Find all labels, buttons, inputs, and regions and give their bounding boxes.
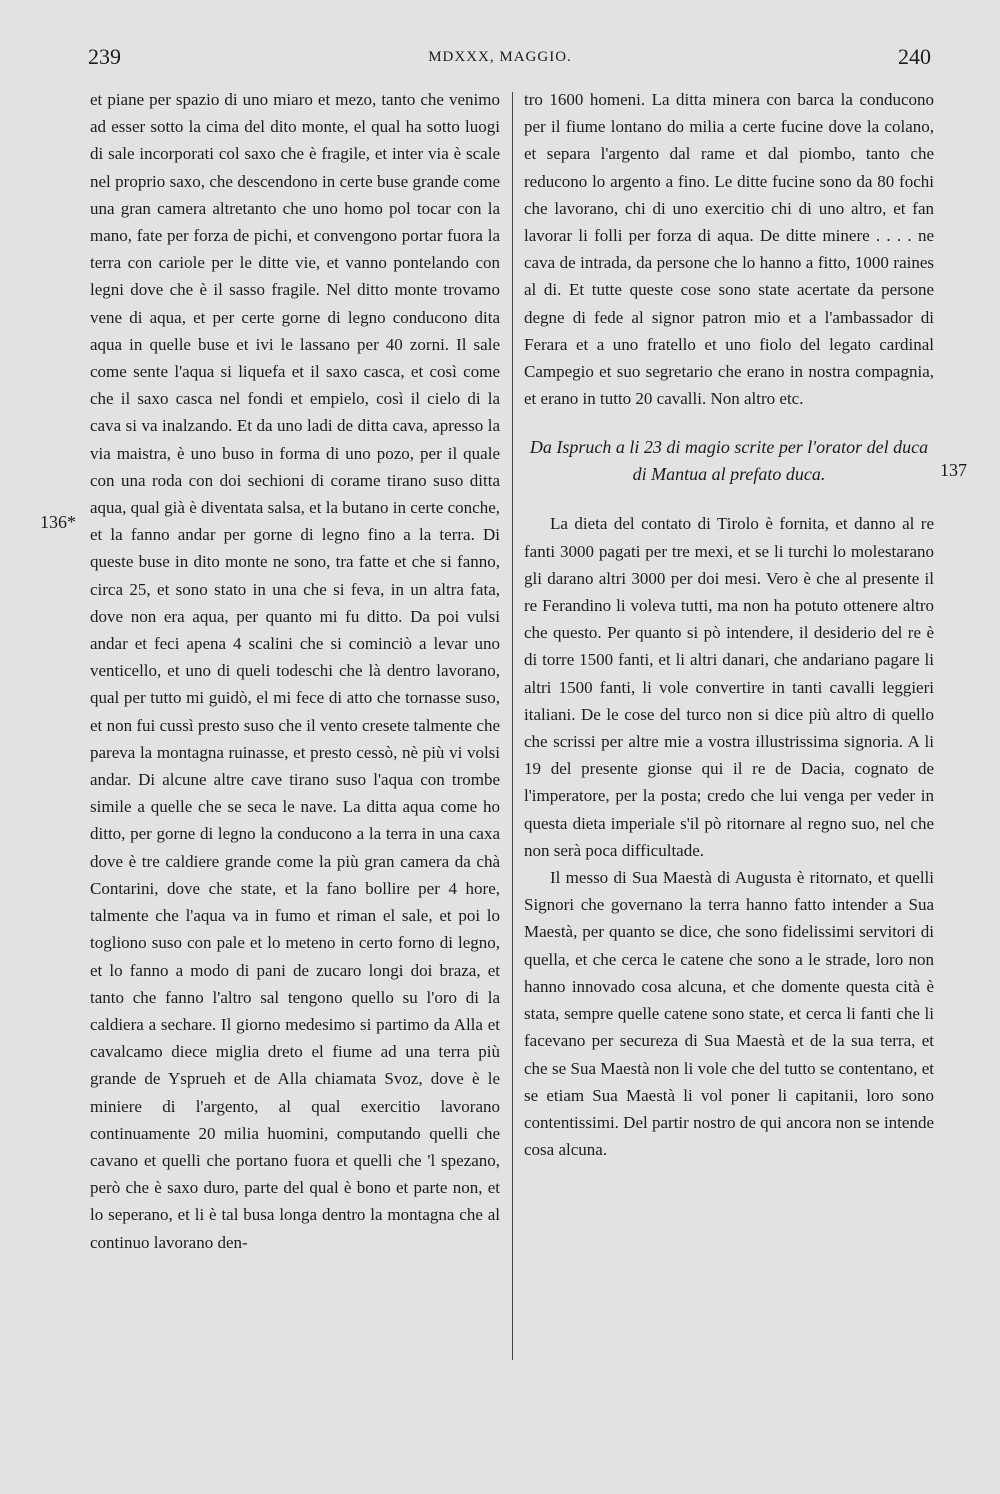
page-number-left: 239 [88,44,121,69]
margin-note-left: 136* [40,512,76,532]
right-paragraph-3: Il messo di Sua Maestà di Augusta è ritornato, et quelli Signori che governano la terra hanno fatto intender a Sua Maestà, per quanto se dice, che sono fidelissimi servitori di quella, et che cerca le catene che sono a le strade, loro non hanno innovado cosa alcuna, et che domente questa cità è stata, sempre quelle catene sono state, et cerca li fanti che li facevano per secureza di Sua Maestà et de la sua terra, et che se Sua Maestà non li vole che del tutto se contentano, et se etiam Sua Maestà li vol poner li capitanii, loro sono contentissimi. Del partir nostro de qui ancora non se intende cosa alcuna. [524,868,934,1160]
right-paragraph-1: tro 1600 homeni. La ditta minera con barca la conducono per il fiume lontano do milia a certe fucine dove la colano, et separa l'argento dal rame et dal piombo, tanto che reducono lo argento a fino. Le ditte fucine sono da 80 fochi che lavorano, chi di uno exercitio chi di uno altro, et fan lavorar li folli per forza di aqua. De ditte minere . . . . ne cava de intrada, da persone che lo hanno a fitto, 1000 raines al di. Et tutte queste cose sono state acertate da persone degne di fede al signor patron mio et a l'ambassador di Ferara et a uno fratello et uno fiolo del legato cardinal Campegio et suo segretario che erano in nostra compagnia, et erano in tutto 20 cavalli. Non altro etc. [524,90,934,409]
column-divider [512,92,513,1360]
page-number-right: 240 [898,44,931,69]
left-column [90,86,500,1256]
page-header [0,44,1000,74]
letter-heading: Da Ispruch a li 23 di magio scrite per l'orator del duca di Mantua al prefato duca. [529,437,929,485]
margin-note-right: 137 [940,460,967,480]
running-title: MDXXX, MAGGIO. [428,49,572,65]
right-column [524,86,934,1163]
right-paragraph-2: La dieta del contato di Tirolo è fornita, et danno al re fanti 3000 pagati per tre mexi, et se li turchi lo molestarano gli darano altri 3000 per doi mesi. Vero è che al presente il re Ferandino li voleva tutti, ma non ha potuto ottenere altro che questo. Per quanto si pò intendere, il desiderio del re è di torre 1500 fanti, et li altri danari, che andariano pagare li altri 1500 fanti, li vole convertire in tanti cavalli leggieri italiani. De le cose del turco non si dice più altro di quello che scrissi per altre mie a vostra illustrissima signoria. A li 19 del presente gionse qui il re de Dacia, cognato de l'imperatore, per la posta; credo che lui venga per veder in questa dieta imperiale s'il pò ritornare al regno suo, nel che non serà poca difficultade. [524,514,934,860]
left-column-text: et piane per spazio di uno miaro et mezo, tanto che venimo ad esser sotto la cima del dito monte, el qual ha sotto luogi di sale incorporati col saxo che è fragile, et inter via è scale nel proprio saxo, che descendono in certe buse grande come una gran camera altretanto che uno homo pol tocar con la mano, fate per forza de pichi, et convengono portar fuora la terra con cariole per le ditte vie, et vanno pontelando con legni dove che è il sasso fragile. Nel ditto monte trovamo vene di aqua, et per certe gorne di legno conducono dita aqua in quelle buse et ivi le lassano per 40 zorni. Il sale come sente l'aqua si liquefa et il saxo casca, et così come che il saxo casca nel fondi et empielo, così il cielo di la cava si va inalzando. Et da uno ladi de ditta cava, apresso la via maistra, è uno buso in forma di uno pozo, per il quale con una roda con doi sechioni di corame tirano suso ditta aqua, qual già è diventata salsa, et la butano in certe conche, et la fanno andar per gorne di legno fino a la terra. Di queste buse in dito monte ne sono, tra fatte et che si fanno, circa 25, et sono stato in una che si feva, in un altra fata, dove non era aqua, per quanto mi fu ditto. Da poi vulsi andar et feci apena 4 scalini che si cominciò a levar uno venticello, et uno di queli todeschi che là dentro lavorano, qual per tutto mi guidò, el mi fece di atto che tornasse suso, et non fui cussì presto suso che il vento cresete talmente che pareva la montagna ruinasse, et presto cessò, nè più vi volsi andar. Di alcune altre cave tirano suso l'aqua con trombe simile a quelle che se seca le nave. La ditta aqua come ho ditto, per gorne di legno la conducono a la terra in una caxa dove è tre caldiere grande come la più gran camera da chà Contarini, dove che state, et la fano bollire per 4 hore, talmente che l'aqua va in fumo et riman el sale, et poi lo togliono suso con pale et lo meteno in certo forno di legno, et lo fanno a modo di pani de zucaro longi doi braza, et tanto che fanno l'altro sal tengono quello su l'oro di la caldiera a sechare. Il giorno medesimo si partimo da Alla et cavalcamo diece miglia dreto el fiume ad una terra più grande de Ysprueh et de Alla chiamata Svoz, dove è le miniere di l'argento, al qual exercitio lavorano continuamente 20 milia huomini, computando quelli che cavano et quelli che portano fuora et quelli che 'l spezano, però che è saxo duro, parte del qual è bono et parte non, et lo seperano, et li è tal busa longa dentro la montagna che al continuo lavorano den- [90,90,500,1252]
spacer [524,496,934,510]
